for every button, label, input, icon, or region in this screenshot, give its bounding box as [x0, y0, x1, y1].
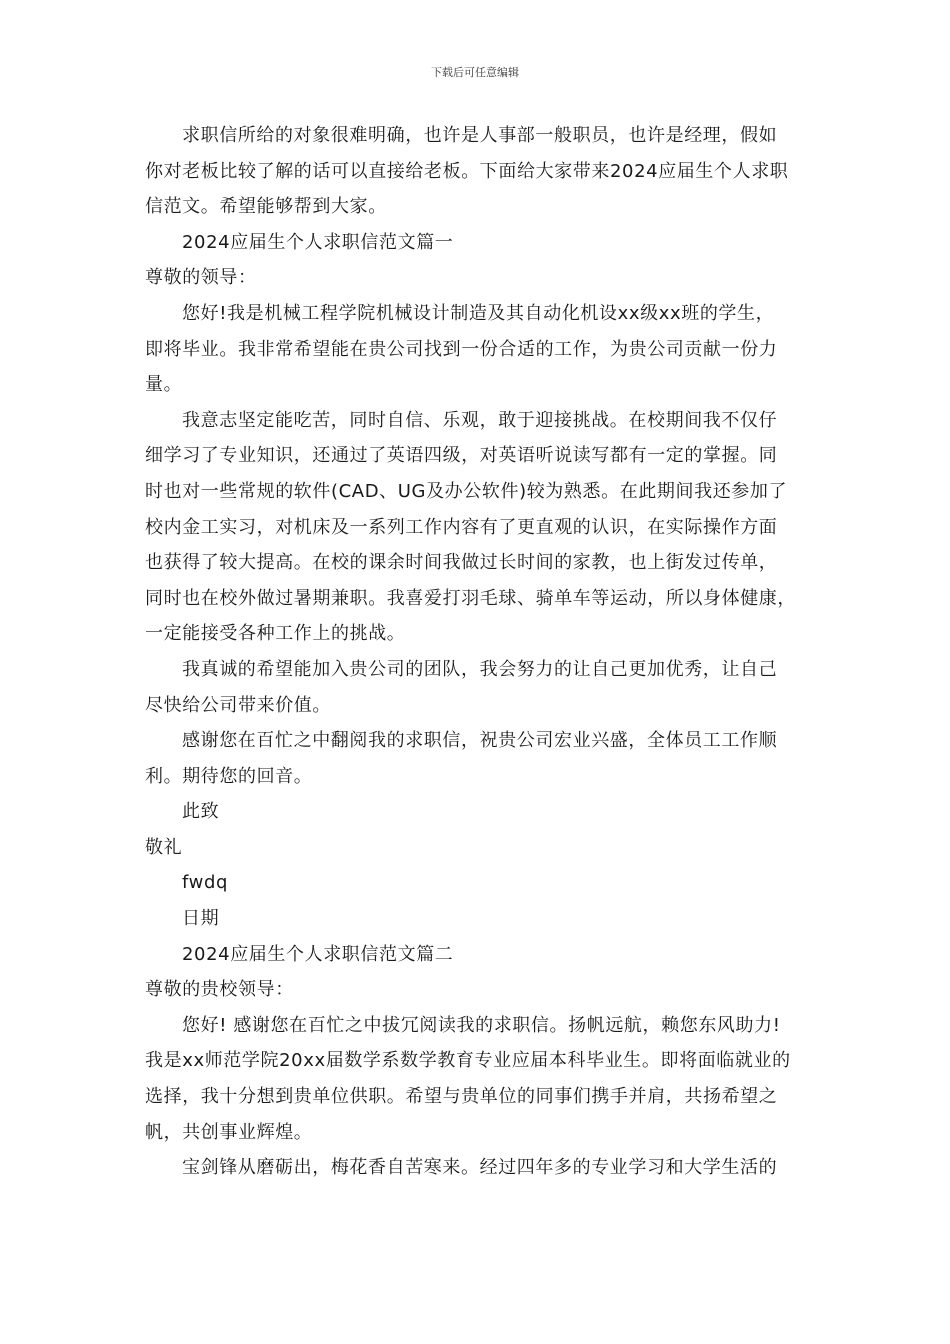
text-line: 选择，我十分想到贵单位供职。希望与贵单位的同事们携手并肩，共扬希望之	[145, 1086, 778, 1108]
text-line: 也获得了较大提高。在校的课余时间我做过长时间的家教，也上街发过传单，	[145, 552, 778, 574]
text-line: 我意志坚定能吃苦，同时自信、乐观，敢于迎接挑战。在校期间我不仅仔	[182, 409, 778, 431]
text-line: 量。	[145, 374, 183, 396]
text-line: 细学习了专业知识，还通过了英语四级，对英语听说读写都有一定的掌握。同	[145, 445, 778, 467]
text-line: 此致	[182, 801, 220, 823]
text-line: 2024应届生个人求职信范文篇二	[182, 943, 454, 965]
text-line: 我真诚的希望能加入贵公司的团队，我会努力的让自己更加优秀，让自己	[182, 658, 778, 680]
text-line: 敬礼	[145, 836, 183, 858]
text-line: 利。期待您的回音。	[145, 765, 313, 787]
text-line: 日期	[182, 908, 220, 930]
text-line: 信范文。希望能够帮到大家。	[145, 196, 387, 218]
text-line: 感谢您在百忙之中翻阅我的求职信，祝贵公司宏业兴盛，全体员工工作顺	[182, 730, 778, 752]
text-line: 宝剑锋从磨砺出，梅花香自苦寒来。经过四年多的专业学习和大学生活的	[182, 1157, 778, 1179]
text-line: 帆，共创事业辉煌。	[145, 1121, 313, 1143]
text-line: 尽快给公司带来价值。	[145, 694, 331, 716]
page-header: 下载后可任意编辑	[431, 66, 519, 79]
text-line: 即将毕业。我非常希望能在贵公司找到一份合适的工作，为贵公司贡献一份力	[145, 338, 778, 360]
text-line: 你对老板比较了解的话可以直接给老板。下面给大家带来2024应届生个人求职	[145, 160, 789, 182]
text-line: 求职信所给的对象很难明确，也许是人事部一般职员，也许是经理，假如	[182, 125, 778, 146]
text-line: 同时也在校外做过暑期兼职。我喜爱打羽毛球、骑单车等运动，所以身体健康，	[145, 587, 796, 609]
text-line: 尊敬的贵校领导：	[145, 979, 294, 1001]
text-line: 尊敬的领导：	[145, 267, 257, 289]
text-line: 校内金工实习，对机床及一系列工作内容有了更直观的认识，在实际操作方面	[145, 516, 778, 538]
text-line: 我是xx师范学院20xx届数学系数学教育专业应届本科毕业生。即将面临就业的	[145, 1050, 791, 1072]
text-line: 时也对一些常规的软件(CAD、UG及办公软件)较为熟悉。在此期间我还参加了	[145, 480, 788, 502]
text-line: 2024应届生个人求职信范文篇一	[182, 231, 454, 253]
document-body	[145, 118, 825, 1186]
text-line: 您好!我是机械工程学院机械设计制造及其自动化机设xx级xx班的学生，	[182, 302, 775, 324]
text-line: 您好! 感谢您在百忙之中拔冗阅读我的求职信。扬帆远航，赖您东风助力!	[182, 1014, 781, 1036]
text-line: 一定能接受各种工作上的挑战。	[145, 623, 406, 645]
text-line: fwdq	[182, 872, 228, 894]
